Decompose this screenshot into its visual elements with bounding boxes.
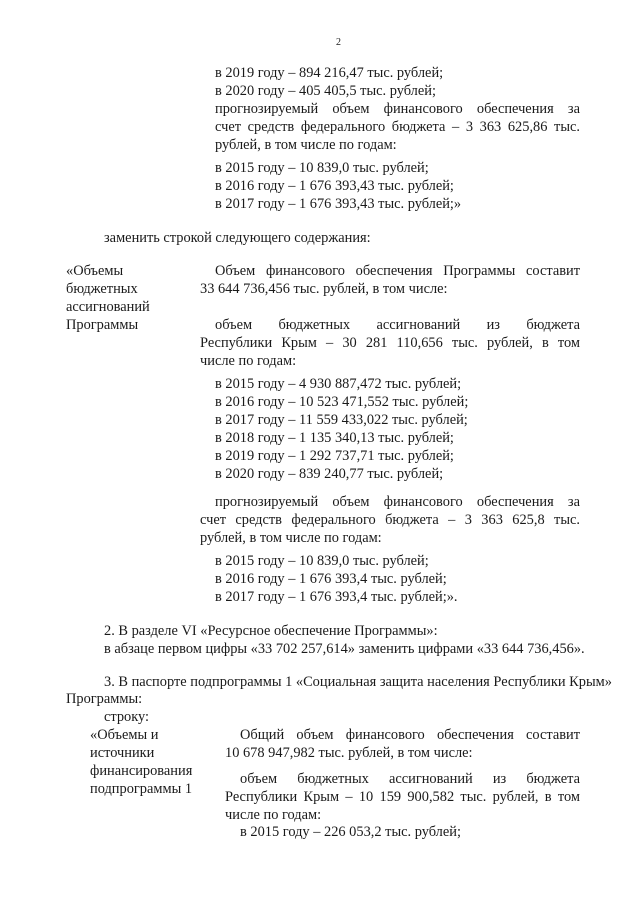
budget-line: Республики Крым – 10 159 900,582 тыс. рублей, в том [225, 789, 580, 805]
year-line: в 2015 году – 10 839,0 тыс. рублей; [215, 160, 429, 176]
section-text: строку: [104, 709, 150, 725]
forecast-line: счет средств федерального бюджета – 3 363 625,86 тыс. [215, 119, 580, 135]
year-line: в 2019 году – 1 292 737,71 тыс. рублей; [215, 448, 454, 464]
year-line: в 2020 году – 405 405,5 тыс. рублей; [215, 83, 436, 99]
budget-line: объем бюджетных ассигнований из бюджета [240, 771, 580, 787]
year-line: в 2016 году – 10 523 471,552 тыс. рублей; [215, 394, 469, 410]
forecast-line: рублей, в том числе по годам: [200, 530, 382, 546]
budget-line: объем бюджетных ассигнований из бюджета [215, 317, 580, 333]
row-label: бюджетных [66, 281, 138, 297]
row-label: подпрограммы 1 [90, 781, 193, 797]
year-line: в 2018 году – 1 135 340,13 тыс. рублей; [215, 430, 454, 446]
row-label: источники [90, 745, 155, 761]
total-line: Объем финансового обеспечения Программы составит [215, 263, 580, 279]
year-line: в 2017 году – 1 676 393,43 тыс. рублей;» [215, 196, 462, 212]
row-label: финансирования [90, 763, 193, 779]
row-label: «Объемы и [90, 727, 159, 743]
year-line: в 2015 году – 10 839,0 тыс. рублей; [215, 553, 429, 569]
year-line: в 2017 году – 1 676 393,4 тыс. рублей;». [215, 589, 458, 605]
year-line: в 2019 году – 894 216,47 тыс. рублей; [215, 65, 444, 81]
page-number: 2 [336, 37, 341, 48]
total-line: 33 644 736,456 тыс. рублей, в том числе: [200, 281, 448, 297]
row-label: Программы [66, 317, 139, 333]
forecast-line: счет средств федерального бюджета – 3 363 625,8 тыс. [200, 512, 580, 528]
budget-line: числе по годам: [200, 353, 297, 369]
year-line: в 2020 году – 839 240,77 тыс. рублей; [215, 466, 444, 482]
section-heading: 3. В паспорте подпрограммы 1 «Социальная защита населения Республики Крым» [104, 674, 612, 690]
forecast-line: рублей, в том числе по годам: [215, 137, 397, 153]
year-line: в 2015 году – 226 053,2 тыс. рублей; [240, 824, 461, 840]
section-heading: 2. В разделе VI «Ресурсное обеспечение Программы»: [104, 623, 438, 639]
total-line: Общий объем финансового обеспечения составит [240, 727, 580, 743]
row-label: «Объемы [66, 263, 124, 279]
year-line: в 2016 году – 1 676 393,43 тыс. рублей; [215, 178, 454, 194]
replace-instruction: заменить строкой следующего содержания: [104, 230, 371, 246]
year-line: в 2017 году – 11 559 433,022 тыс. рублей; [215, 412, 468, 428]
section-text: в абзаце первом цифры «33 702 257,614» заменить цифрами «33 644 736,456». [104, 641, 585, 657]
budget-line: Республики Крым – 30 281 110,656 тыс. рублей, в том [200, 335, 580, 351]
budget-line: числе по годам: [225, 807, 322, 823]
total-line: 10 678 947,982 тыс. рублей, в том числе: [225, 745, 473, 761]
year-line: в 2016 году – 1 676 393,4 тыс. рублей; [215, 571, 447, 587]
forecast-line: прогнозируемый объем финансового обеспечения за [215, 101, 580, 117]
forecast-line: прогнозируемый объем финансового обеспечения за [215, 494, 580, 510]
section-text: Программы: [66, 691, 143, 707]
row-label: ассигнований [66, 299, 150, 315]
year-line: в 2015 году – 4 930 887,472 тыс. рублей; [215, 376, 462, 392]
